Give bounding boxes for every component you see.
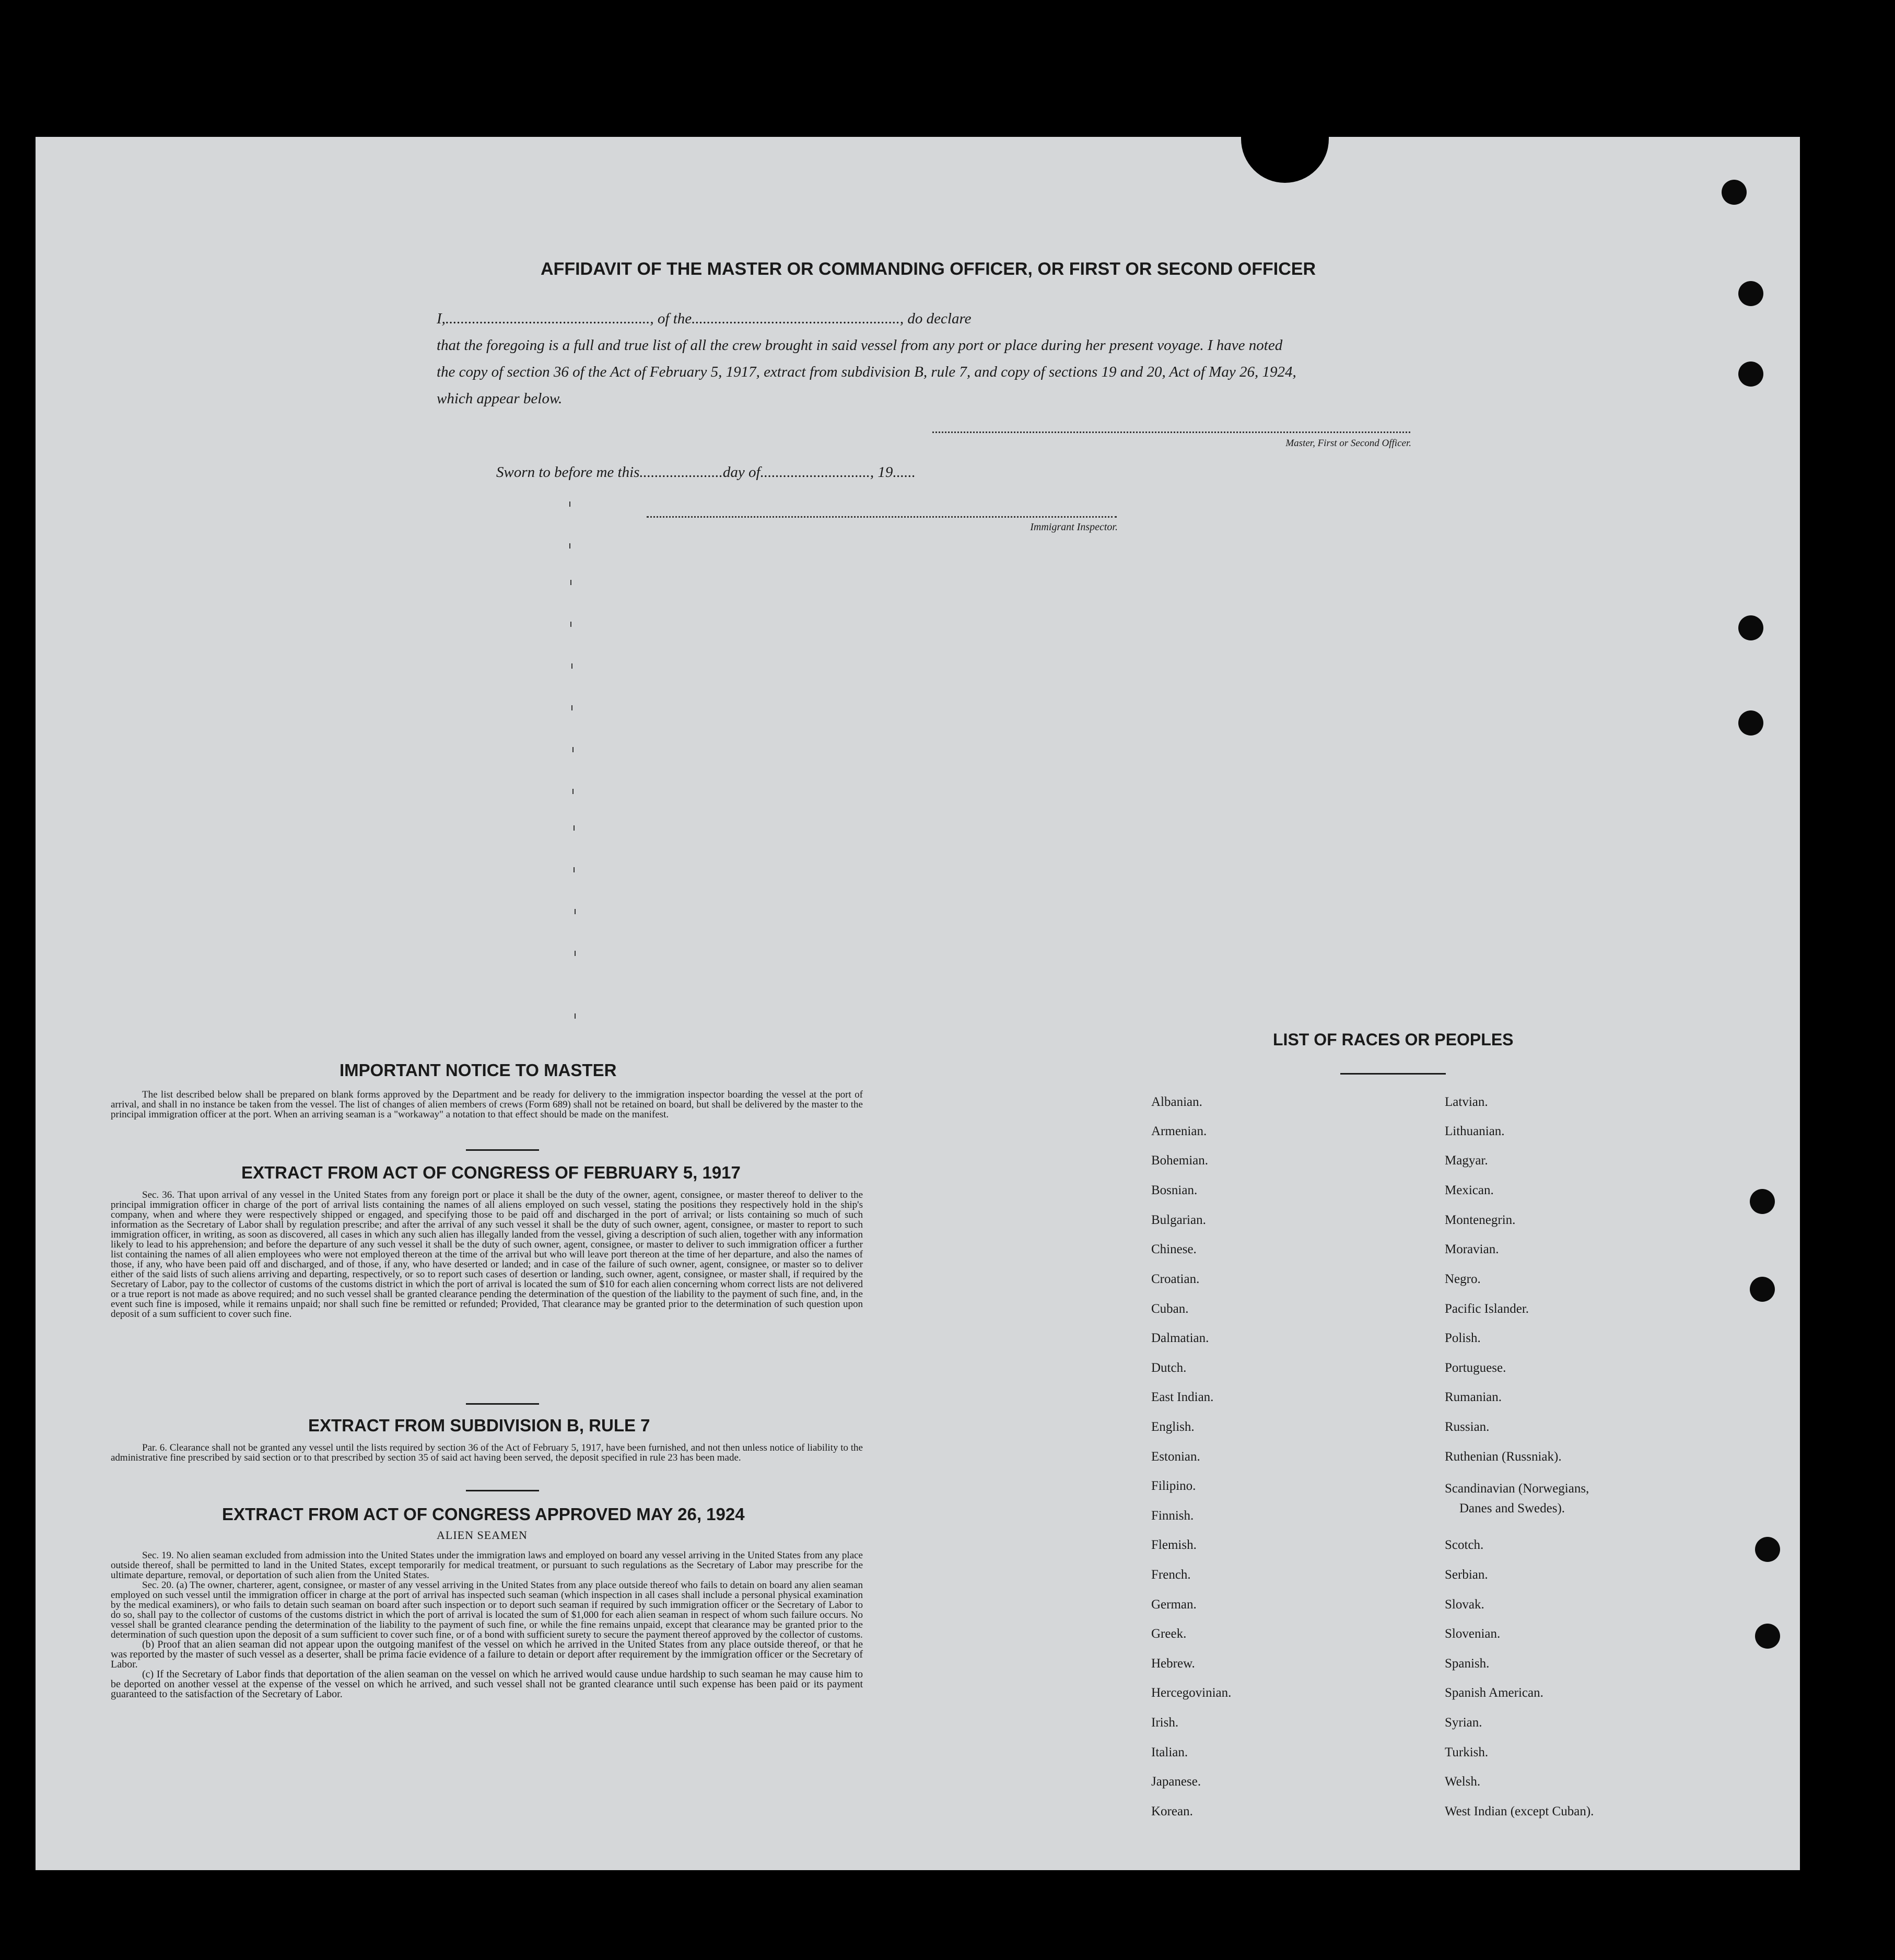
race-item: Portuguese. <box>1445 1361 1506 1375</box>
race-item: Croatian. <box>1151 1272 1200 1286</box>
form-tick-mark <box>569 501 570 507</box>
race-item: Irish. <box>1151 1716 1179 1730</box>
race-item: Korean. <box>1151 1804 1193 1818</box>
race-item: German. <box>1151 1597 1197 1612</box>
form-tick-mark <box>574 867 575 872</box>
form-tick-mark <box>571 663 572 669</box>
race-item: Albanian. <box>1151 1095 1202 1109</box>
act-1924-text <box>111 1550 863 1699</box>
form-tick-mark <box>572 789 574 794</box>
race-item: Russian. <box>1445 1420 1490 1434</box>
race-item: Slovak. <box>1445 1597 1484 1612</box>
punch-hole <box>1738 710 1763 736</box>
form-tick-mark <box>575 951 576 956</box>
races-title: LIST OF RACES OR PEOPLES <box>1273 1030 1514 1049</box>
punch-hole <box>1738 361 1763 387</box>
punch-hole <box>1738 615 1763 640</box>
affidavit-body <box>437 306 1411 412</box>
act-1924-sec-20c: (c) If the Secretary of Labor finds that deportation of the alien seaman on the vessel on which he arrived would cause undue hardship to such seaman he may cause him to be deported on another vessel at the expense of the vessel on which he arrived, and such vessel shall not be granted clearance until such expense has been paid or its payment guaranteed to the satisfaction of the Secretary of Labor. <box>111 1669 863 1700</box>
race-item: Negro. <box>1445 1272 1481 1286</box>
race-item: Scotch. <box>1445 1538 1484 1552</box>
race-item: Mexican. <box>1445 1183 1494 1197</box>
race-item: Rumanian. <box>1445 1390 1502 1404</box>
race-item: Slovenian. <box>1445 1627 1501 1641</box>
punch-hole <box>1750 1189 1775 1214</box>
section-divider <box>466 1490 539 1491</box>
act-1924-sec-20a: Sec. 20. (a) The owner, charterer, agent, consignee, or master of any vessel arriving in the United States from any place outside thereof who fails to detain on board any alien seaman employed on such vessel until the immigration officer in charge at the port of arrival has inspected such seaman (which inspection in all cases shall include a personal physical examination by the medical examiners), or who fails to detain such seaman on board after such inspection or to deport such seaman if required by such immigration officer or the Secretary of Labor to do so, shall pay to the collector of customs of the customs district in which the port of arrival is located the sum of $1,000 for each alien seaman in respect of whom such failure occurs. No vessel shall be granted clearance pending the determination of the liability to the payment of such fine, or while the fine remains unpaid, except that clearance may be granted prior to the determination of such question upon the deposit of a sum sufficient to cover such fine, or of a bond with sufficient surety to secure the payment thereof approved by the collector of customs. <box>111 1580 863 1640</box>
race-item: Cuban. <box>1151 1302 1189 1316</box>
signature-line <box>932 422 1410 433</box>
race-item: Serbian. <box>1445 1568 1488 1582</box>
act-1924-subtitle: ALIEN SEAMEN <box>437 1529 528 1542</box>
race-item: Bulgarian. <box>1151 1213 1206 1227</box>
race-item: Dutch. <box>1151 1361 1187 1375</box>
sworn-line: Sworn to before me this......................day of............................., 19...... <box>496 464 916 481</box>
form-tick-mark <box>572 747 574 752</box>
race-item: Dalmatian. <box>1151 1331 1209 1345</box>
race-item: French. <box>1151 1568 1191 1582</box>
race-item: Scandinavian (Norwegians, <box>1445 1481 1589 1496</box>
punch-hole <box>1755 1537 1780 1562</box>
race-item: Lithuanian. <box>1445 1124 1505 1138</box>
rule-7-text: Par. 6. Clearance shall not be granted any vessel until the lists required by section 36 of the Act of February 5, 1917, have been furnished, and not then unless notice of liability to the administrative fine prescribed by said section or to that prescribed by section 35 of said act having been served, the deposit specified in rule 23 has been made. <box>111 1442 863 1463</box>
act-1917-text: Sec. 36. That upon arrival of any vessel in the United States from any foreign port or place it shall be the duty of the owner, agent, consignee, or master thereof to deliver to the principal immigration officer in charge of the port of arrival lists containing the names of all aliens employed on such vessel, stating the positions they respectively hold in the ship's company, when and where they were respectively shipped or engaged, and specifying those to be paid off and discharged in the port of arrival; or lists containing so much of such information as the Secretary of Labor shall by regulation prescribe; and after the arrival of any such vessel it shall be the duty of such owner, agent, consignee, or master to report to such immigration officer, in writing, as soon as discovered, all cases in which any such alien has illegally landed from the vessel, giving a description of such alien, together with any information likely to lead to his apprehension; and before the departure of any such vessel it shall be the duty of such owner, agent, consignee, or master to deliver to such immigration officer a further list containing the names of all alien employees who were not employed thereon at the time of the arrival but who will leave port thereon at the time of her departure, and also the names of those, if any, who have been paid off and discharged, and of those, if any, who have deserted or landed; and in case of the failure of such owner, agent, consignee, or master so to deliver either of the said lists of such aliens arriving and departing, respectively, or so to report such cases of desertion or landing, such owner, agent, consignee, or master shall, if required by the Secretary of Labor, pay to the collector of customs of the customs district in which the port of arrival is located the sum of $10 for each alien concerning whom correct lists are not delivered or a true report is not made as above required; and no such vessel shall be granted clearance pending the determination of the question of the liability to the payment of such fine, and, in the event such fine is imposed, while it remains unpaid; nor shall such fine be remitted or refunded; Provided, That clearance may be granted prior to the determination of such question upon deposit of a sum sufficient to cover such fine. <box>111 1189 863 1320</box>
punch-hole <box>1738 281 1763 306</box>
form-tick-mark <box>570 580 571 585</box>
race-item: Bosnian. <box>1151 1183 1198 1197</box>
form-tick-mark <box>575 909 576 914</box>
race-item: Welsh. <box>1445 1775 1481 1789</box>
form-tick-mark <box>575 1013 576 1019</box>
act-1924-sec-19: Sec. 19. No alien seaman excluded from admission into the United States under the immigration laws and employed on board any vessel arriving in the United States from any place outside thereof, shall be permitted to land in the United States, except temporarily for medical treatment, or pursuant to such regulations as the Secretary of Labor may prescribe for the ultimate departure, removal, or deportation of such alien from the United States. <box>111 1550 863 1581</box>
form-tick-mark <box>571 705 572 710</box>
race-item: Greek. <box>1151 1627 1187 1641</box>
race-item: Spanish American. <box>1445 1686 1543 1700</box>
race-item: Spanish. <box>1445 1656 1490 1671</box>
race-item: Syrian. <box>1445 1716 1482 1730</box>
punch-hole <box>1755 1624 1780 1649</box>
race-item: Finnish. <box>1151 1509 1194 1523</box>
race-item: Turkish. <box>1445 1745 1489 1759</box>
notice-text: The list described below shall be prepared on blank forms approved by the Department and be ready for delivery to the immigration inspector boarding the vessel at the port of arrival, and shall in no instance be taken from the vessel. The list of changes of alien members of crews (Form 689) shall not be retained on board, but shall be delivered by the master to the principal immigration officer at the port. When an arriving seaman is a "workaway" a notation to that effect should be made on the manifest. <box>111 1089 863 1120</box>
race-item: Bohemian. <box>1151 1153 1209 1168</box>
race-item: Latvian. <box>1445 1095 1488 1109</box>
affidavit-title: AFFIDAVIT OF THE MASTER OR COMMANDING OFFICER, OR FIRST OR SECOND OFFICER <box>541 259 1316 279</box>
race-item: East Indian. <box>1151 1390 1214 1404</box>
race-item: Filipino. <box>1151 1479 1196 1493</box>
race-item: Moravian. <box>1445 1242 1499 1256</box>
rule-7-title: EXTRACT FROM SUBDIVISION B, RULE 7 <box>308 1416 650 1435</box>
race-item: Pacific Islander. <box>1445 1302 1529 1316</box>
form-tick-mark <box>574 825 575 831</box>
race-item: Chinese. <box>1151 1242 1197 1256</box>
form-tick-mark <box>569 543 570 549</box>
race-item: Estonian. <box>1151 1450 1200 1464</box>
race-item: Flemish. <box>1151 1538 1197 1552</box>
affidavit-line: the copy of section 36 of the Act of February 5, 1917, extract from subdivision B, rule 7, and copy of sections 19 and 20, Act of May 26, 1924, <box>437 364 1296 380</box>
signature-label: Master, First or Second Officer. <box>1285 438 1411 449</box>
form-tick-mark <box>570 622 571 627</box>
race-item: Magyar. <box>1445 1153 1488 1168</box>
race-item: Danes and Swedes). <box>1459 1501 1565 1515</box>
punch-hole <box>1722 180 1747 205</box>
inspector-label: Immigrant Inspector. <box>1030 521 1118 533</box>
act-1924-sec-20b: (b) Proof that an alien seaman did not appear upon the outgoing manifest of the vessel on which he arrived in the United States from any place outside thereof, or that he was reported by the master of such vessel as a deserter, shall be prima facie evidence of a failure to detain or deport after requirement by the immigration officer or the Secretary of Labor. <box>111 1639 863 1670</box>
inspector-signature-line <box>647 507 1117 518</box>
race-item: Polish. <box>1445 1331 1481 1345</box>
race-item: West Indian (except Cuban). <box>1445 1804 1594 1818</box>
race-item: Italian. <box>1151 1745 1188 1759</box>
affidavit-line: which appear below. <box>437 390 563 407</box>
section-divider <box>466 1403 539 1405</box>
punch-hole <box>1750 1277 1775 1302</box>
affidavit-line: I,......................................................, of the......................................................., do declare <box>437 310 972 327</box>
section-divider <box>466 1149 539 1151</box>
races-title-divider <box>1340 1073 1446 1075</box>
notice-title: IMPORTANT NOTICE TO MASTER <box>340 1060 617 1080</box>
race-item: Armenian. <box>1151 1124 1207 1138</box>
race-item: Japanese. <box>1151 1775 1201 1789</box>
race-item: Hebrew. <box>1151 1656 1195 1671</box>
act-1924-title: EXTRACT FROM ACT OF CONGRESS APPROVED MAY 26, 1924 <box>222 1504 745 1524</box>
race-item: Ruthenian (Russniak). <box>1445 1450 1562 1464</box>
affidavit-line: that the foregoing is a full and true list of all the crew brought in said vessel from any port or place during her present voyage. I have noted <box>437 337 1283 354</box>
race-item: Hercegovinian. <box>1151 1686 1232 1700</box>
race-item: Montenegrin. <box>1445 1213 1516 1227</box>
act-1917-title: EXTRACT FROM ACT OF CONGRESS OF FEBRUARY 5, 1917 <box>241 1163 741 1182</box>
race-item: English. <box>1151 1420 1195 1434</box>
